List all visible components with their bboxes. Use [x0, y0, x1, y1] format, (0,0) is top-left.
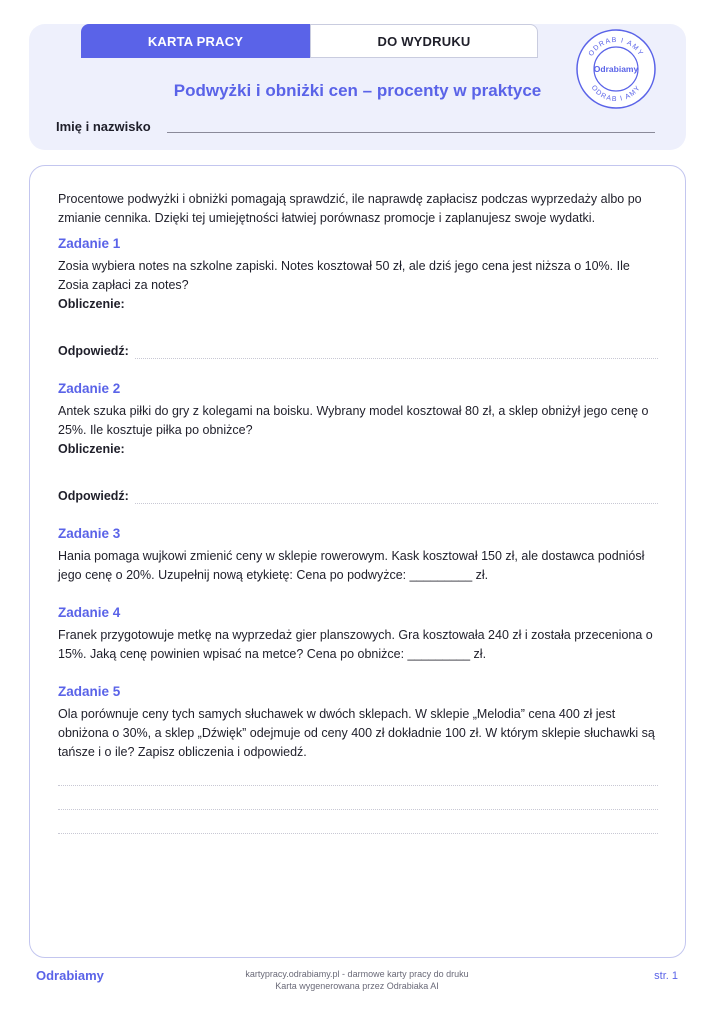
worksheet-content: [29, 165, 686, 958]
stamp-center-text: Odrabiamy: [593, 64, 639, 74]
answer-row: [58, 487, 658, 506]
answer-line[interactable]: [58, 762, 658, 786]
name-label: Imię i nazwisko: [56, 119, 151, 134]
task-title: Zadanie 5: [58, 684, 121, 699]
task-4: [58, 603, 658, 664]
answer-label: Odpowiedź:: [58, 489, 129, 503]
tab-print[interactable]: DO WYDRUKU: [310, 24, 538, 58]
task-title: Zadanie 2: [58, 381, 121, 396]
answer-line[interactable]: [135, 345, 658, 359]
answer-line[interactable]: [135, 490, 658, 504]
header-card: [29, 24, 686, 150]
name-input-line[interactable]: [167, 132, 655, 133]
task-title: Zadanie 1: [58, 236, 121, 251]
task-text: Hania pomaga wujkowi zmienić ceny w sklepie rowerowym. Kask kosztował 150 zł, ale dostawca podniósł jego cenę o 20%. Uzupełnij nową etykietę: Cena po podwyżce: _________ zł.: [58, 549, 645, 582]
calculation-label: Obliczenie:: [58, 297, 125, 311]
answer-label: Odpowiedź:: [58, 344, 129, 358]
task-title: Zadanie 3: [58, 526, 121, 541]
answer-row: [58, 342, 658, 361]
task-5: [58, 682, 658, 834]
stamp-bottom-text: ODRAB I AMY: [589, 84, 643, 104]
task-text: Franek przygotowuje metkę na wyprzedaż gier planszowych. Gra kosztowała 240 zł i została przeceniona o 15%. Jaką cenę powinien wpisać na metce? Cena po obniżce: _________ zł.: [58, 628, 653, 661]
task-3: [58, 524, 658, 585]
task-2: [58, 379, 658, 506]
stamp-top-text: ODRAB I AMY: [587, 36, 645, 58]
footer-brand: Odrabiamy: [36, 968, 104, 983]
page-number: str. 1: [654, 970, 678, 982]
task-text: Ola porównuje ceny tych samych słuchawek w dwóch sklepach. W sklepie „Melodia” cena 400 zł jest obniżona o 30%, a sklep „Dźwięk” odejmuje od ceny 400 zł dokładnie 100 zł. W którym sklepie słuchawki są tańsze i o ile? Zapisz obliczenia i odpowiedź.: [58, 707, 655, 759]
task-text: Zosia wybiera notes na szkolne zapiski. Notes kosztował 50 zł, ale dziś jego cena jest niższa o 10%. Ile Zosia zapłaci za notes?: [58, 259, 630, 292]
footer-info: [0, 968, 714, 992]
answer-line[interactable]: [58, 786, 658, 810]
footer-site-text: kartypracy.odrabiamy.pl - darmowe karty pracy do druku: [245, 969, 469, 979]
calculation-label: Obliczenie:: [58, 442, 125, 456]
tab-worksheet[interactable]: KARTA PRACY: [81, 24, 310, 58]
task-1: [58, 234, 658, 361]
answer-line[interactable]: [58, 810, 658, 834]
intro-text: Procentowe podwyżki i obniżki pomagają sprawdzić, ile naprawdę zapłacisz podczas wyprzedaży albo po zmianie cennika. Dzięki tej umiejętności łatwiej porównasz promocje i zaplanujesz swoje wydatki.: [58, 192, 642, 225]
task-title: Zadanie 4: [58, 605, 121, 620]
page-title: Podwyżki i obniżki cen – procenty w praktyce: [173, 81, 542, 100]
footer-generated-text: Karta wygenerowana przez Odrabiaka AI: [275, 981, 439, 991]
task-text: Antek szuka piłki do gry z kolegami na boisku. Wybrany model kosztował 80 zł, a sklep obniżył jego cenę o 25%. Ile kosztuje piłka po obniżce?: [58, 404, 649, 437]
